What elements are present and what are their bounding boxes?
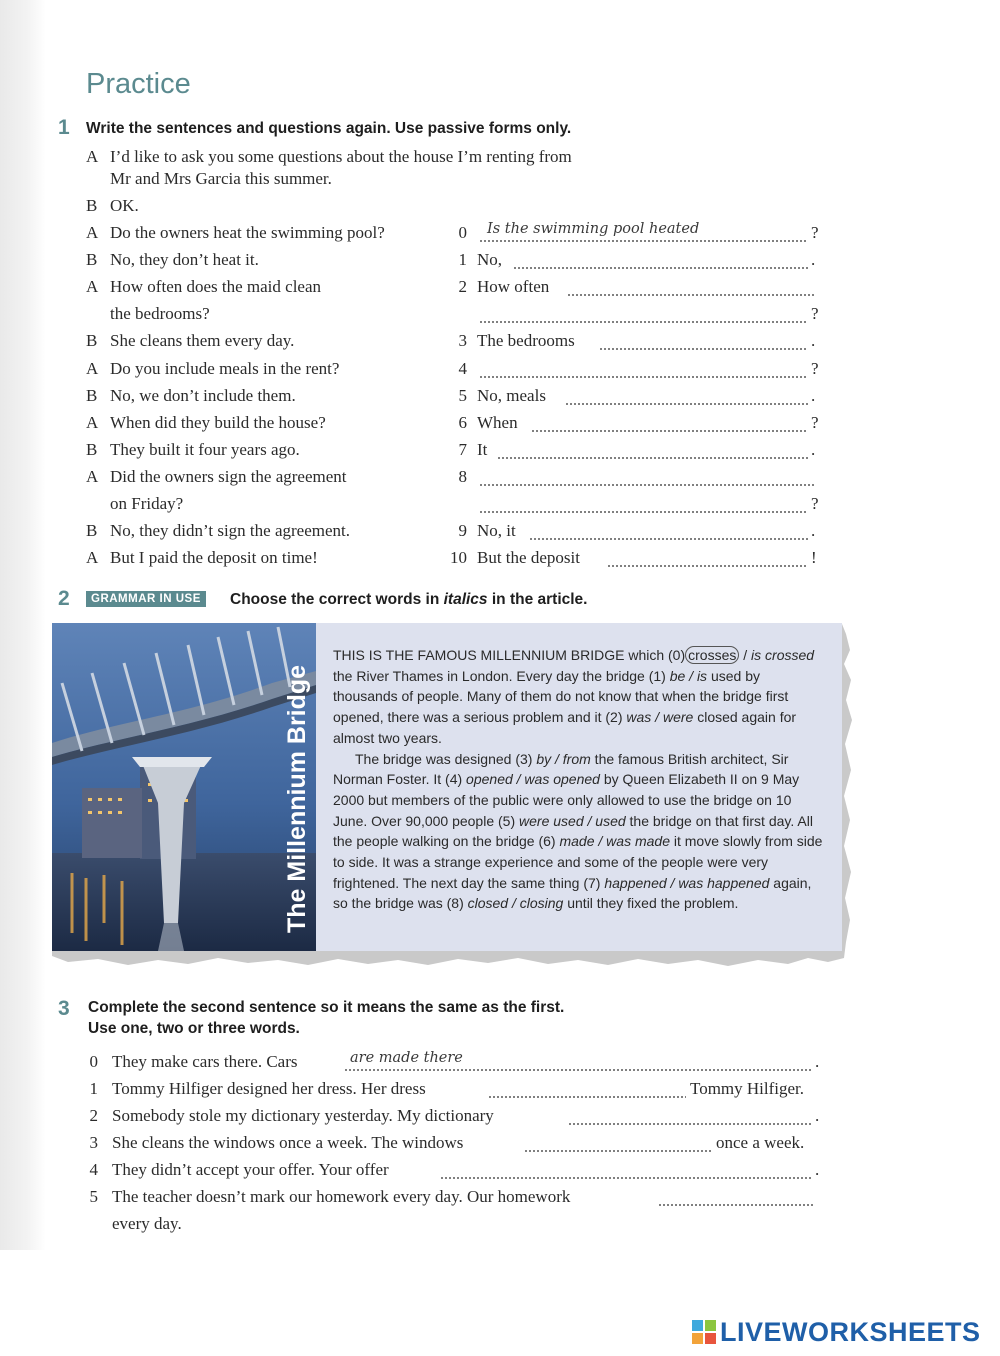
speaker-label: B bbox=[86, 385, 98, 405]
answer-end-punctuation: ? bbox=[811, 304, 819, 324]
speaker-label: A bbox=[86, 277, 99, 297]
speaker-label: B bbox=[86, 250, 98, 270]
answer-blank bbox=[529, 538, 808, 540]
answer-end-punctuation: ? bbox=[811, 223, 819, 242]
answer-prefix: No, it bbox=[477, 521, 516, 541]
answer-number: 6 bbox=[458, 412, 467, 432]
answer-prefix: How often bbox=[477, 277, 550, 297]
grammar-in-use-badge: GRAMMAR IN USE bbox=[86, 591, 206, 607]
item-blank bbox=[440, 1177, 812, 1179]
intro-line: OK. bbox=[110, 196, 139, 215]
exercise-3-instruction-2: Use one, two or three words. bbox=[88, 1020, 300, 1037]
speaker-label: A bbox=[86, 147, 99, 166]
exercise-3-number: 3 bbox=[58, 997, 70, 1020]
answer-number: 2 bbox=[458, 277, 467, 297]
dialogue-line: They built it four years ago. bbox=[110, 439, 300, 459]
dialogue-line: Do the owners heat the swimming pool? bbox=[110, 223, 385, 242]
answer-blank bbox=[479, 376, 808, 378]
item-text: She cleans the windows once a week. The windows bbox=[112, 1133, 464, 1152]
item-blank bbox=[344, 1069, 812, 1071]
item-text: They make cars there. Cars bbox=[112, 1052, 298, 1071]
answer-prefix: It bbox=[477, 439, 488, 459]
answer-end-punctuation: ? bbox=[811, 412, 819, 432]
answer-number: 5 bbox=[458, 385, 467, 405]
item-end-punctuation: . bbox=[815, 1052, 820, 1071]
answer-blank bbox=[513, 267, 808, 269]
speaker-label: A bbox=[86, 358, 99, 378]
item-tail-text: once a week. bbox=[716, 1133, 805, 1152]
exercise-3-instruction-1: Complete the second sentence so it means the same as the first. bbox=[88, 999, 565, 1016]
answer-blank bbox=[479, 321, 808, 323]
speaker-label: A bbox=[86, 412, 99, 432]
dialogue-line: Do you include meals in the rent? bbox=[110, 358, 340, 378]
item-blank bbox=[658, 1204, 815, 1206]
answer-number: 10 bbox=[450, 548, 467, 568]
item-blank bbox=[568, 1123, 812, 1125]
answer-prefix: No, bbox=[477, 250, 503, 270]
answer-blank bbox=[567, 294, 816, 296]
intro-line: Mr and Mrs Garcia this summer. bbox=[110, 169, 332, 188]
answer-blank bbox=[497, 457, 808, 459]
exercise-1-instruction: Write the sentences and questions again. Use passive forms only. bbox=[86, 120, 572, 137]
dialogue-line: the bedrooms? bbox=[110, 304, 210, 324]
item-number: 5 bbox=[89, 1187, 98, 1206]
answer-number: 8 bbox=[458, 466, 467, 486]
answer-number: 0 bbox=[458, 223, 467, 242]
dialogue-line: No, they don’t heat it. bbox=[110, 250, 259, 270]
answer-prefix: But the deposit bbox=[477, 548, 580, 568]
article-paragraph-1: THIS IS THE FAMOUS MILLENNIUM BRIDGE which (0) crosses / is crossed the River Thames in London. Every day the bridge (1) be / is used by thousands of people. Many of them do not know that when the bridge first opened, there was a serious problem and it (2) was / were closed again for almost two years. bbox=[333, 647, 815, 746]
speaker-label: B bbox=[86, 196, 98, 215]
item-number: 2 bbox=[89, 1106, 98, 1125]
exercise-1-number: 1 bbox=[58, 116, 70, 139]
item-text: Tommy Hilfiger designed her dress. Her dress bbox=[112, 1079, 426, 1098]
speaker-label: B bbox=[86, 439, 98, 459]
article-vertical-title bbox=[243, 625, 313, 935]
answer-number: 3 bbox=[458, 331, 467, 351]
intro-line: I’d like to ask you some questions about the house I’m renting from bbox=[110, 147, 572, 166]
item-number: 1 bbox=[89, 1079, 98, 1098]
article-paragraph-2: The bridge was designed (3) by / from the famous British architect, Sir Norman Foster. It (4) opened / was opened by Queen Elizabeth II on 9 May 2000 but members of the public were only allowed to use the bridge on 10 June. Over 90,000 people (5) were used / used the bridge on that first day. All the people walking on the bridge (6) made / was made it move slowly from side to side. It was a strange experience and some of the people were very frightened. The next day the same thing (7) happened / was happened again, so the bridge was (8) closed / closing until they fixed the problem. bbox=[333, 750, 823, 912]
item-text: They didn’t accept your offer. Your offer bbox=[112, 1160, 389, 1179]
page-title: Practice bbox=[86, 68, 191, 100]
speaker-label: A bbox=[86, 223, 99, 242]
answer-end-punctuation: . bbox=[811, 521, 816, 541]
vertical-title-text: The Millennium Bridge bbox=[283, 664, 311, 933]
answer-prefix: When bbox=[477, 412, 518, 432]
item-blank bbox=[524, 1150, 712, 1152]
answer-end-punctuation: . bbox=[811, 439, 816, 459]
dialogue-line: on Friday? bbox=[110, 494, 184, 513]
answer-end-punctuation: . bbox=[811, 331, 816, 351]
item-end-punctuation: . bbox=[815, 1106, 820, 1125]
item-number: 3 bbox=[89, 1133, 98, 1152]
item-end-punctuation: . bbox=[815, 1160, 820, 1179]
answer-blank bbox=[599, 348, 808, 350]
item-tail-text: Tommy Hilfiger. bbox=[690, 1079, 805, 1098]
answer-end-punctuation: . bbox=[811, 250, 816, 270]
answer-blank bbox=[479, 484, 816, 486]
answer-number: 9 bbox=[458, 521, 467, 541]
answer-blank bbox=[479, 511, 808, 513]
exercise-2-number: 2 bbox=[58, 587, 70, 610]
answer-prefix: No, meals bbox=[477, 385, 546, 405]
answer-number: 4 bbox=[458, 358, 467, 378]
answer-number: 1 bbox=[458, 250, 467, 270]
answer-number: 7 bbox=[458, 439, 467, 459]
answer-blank bbox=[479, 240, 808, 242]
item-number: 0 bbox=[89, 1052, 98, 1071]
answer-prefix: The bedrooms bbox=[477, 331, 575, 351]
liveworksheets-logo-icon bbox=[692, 1320, 716, 1344]
answer-end-punctuation: ? bbox=[811, 494, 819, 513]
speaker-label: B bbox=[86, 331, 98, 351]
article-text bbox=[333, 645, 825, 914]
answer-end-punctuation: ? bbox=[811, 358, 819, 378]
speaker-label: A bbox=[86, 548, 99, 568]
item-text: The teacher doesn’t mark our homework every day. Our homework bbox=[112, 1187, 571, 1206]
item-text: every day. bbox=[112, 1214, 182, 1233]
dialogue-line: No, we don’t include them. bbox=[110, 385, 296, 405]
dialogue-line: No, they didn’t sign the agreement. bbox=[110, 521, 350, 541]
dialogue-line: How often does the maid clean bbox=[110, 277, 322, 297]
answer-end-punctuation: . bbox=[811, 385, 816, 405]
dialogue-line: When did they build the house? bbox=[110, 412, 326, 432]
dialogue-line: Did the owners sign the agreement bbox=[110, 466, 347, 486]
example-answer: Is the swimming pool heated bbox=[487, 221, 700, 237]
dialogue-line: She cleans them every day. bbox=[110, 331, 295, 351]
item-number: 4 bbox=[89, 1160, 98, 1179]
answer-end-punctuation: ! bbox=[811, 548, 817, 568]
answer-blank bbox=[565, 403, 808, 405]
answer-blank bbox=[607, 565, 808, 567]
item-text: Somebody stole my dictionary yesterday. My dictionary bbox=[112, 1106, 494, 1125]
answer-blank bbox=[531, 430, 808, 432]
speaker-label: B bbox=[86, 521, 98, 541]
liveworksheets-logo-text: LIVEWORKSHEETS bbox=[720, 1317, 981, 1347]
example-answer: are made there bbox=[350, 1050, 463, 1066]
speaker-label: A bbox=[86, 466, 99, 486]
dialogue-line: But I paid the deposit on time! bbox=[110, 548, 318, 568]
circled-answer: crosses bbox=[685, 646, 739, 664]
item-blank bbox=[488, 1096, 686, 1098]
exercise-2-instruction: Choose the correct words in italics in the article. bbox=[230, 591, 588, 608]
